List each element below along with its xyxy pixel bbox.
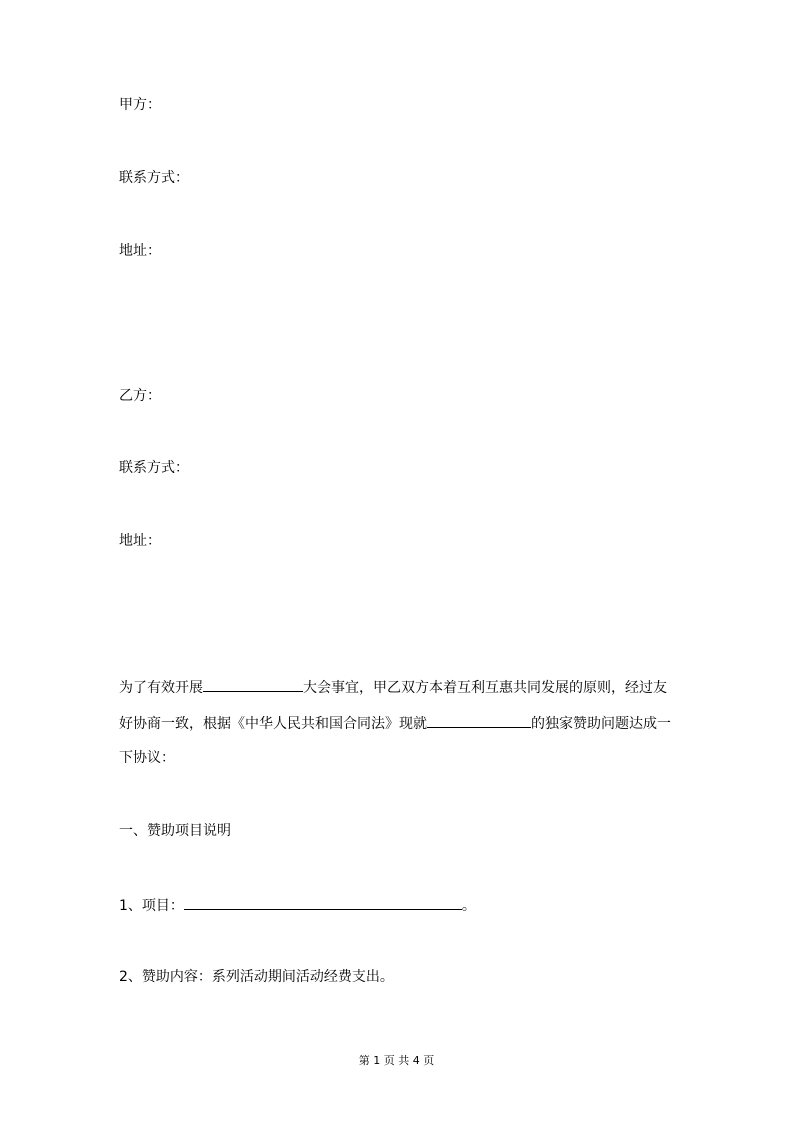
item-1-project <box>119 895 476 915</box>
intro-line2-end: 的独家赞助问题达成一 <box>531 716 671 732</box>
intro-line2-start: 好协商一致，根据《中华人民共和国合同法》现就 <box>119 716 427 732</box>
party-a-contact-label: 联系方式： <box>119 170 189 186</box>
intro-paragraph-line-3: 下协议： <box>119 750 175 766</box>
party-b-contact-label: 联系方式： <box>119 460 189 476</box>
item-2-content: 2、赞助内容：系列活动期间活动经费支出。 <box>119 969 394 985</box>
page-footer: 第 1 页 共 4 页 <box>358 1054 435 1067</box>
party-a-address-label: 地址： <box>119 243 161 259</box>
item-1-end: 。 <box>461 898 476 914</box>
section-1-heading: 一、赞助项目说明 <box>119 823 231 839</box>
intro-paragraph-line-2 <box>119 713 671 733</box>
intro-paragraph-line-1 <box>119 677 667 697</box>
sponsor-subject-blank <box>427 713 531 728</box>
intro-line1-start: 为了有效开展 <box>119 680 203 696</box>
intro-line1-end: 大会事宜，甲乙双方本着互利互惠共同发展的原则，经过友 <box>303 680 667 696</box>
party-b-address-label: 地址： <box>119 533 161 549</box>
event-name-blank <box>203 677 303 692</box>
party-b-label: 乙方： <box>119 388 161 404</box>
party-a-label: 甲方： <box>119 97 161 113</box>
project-blank <box>184 895 462 910</box>
item-1-label: 1、项目： <box>119 898 184 914</box>
